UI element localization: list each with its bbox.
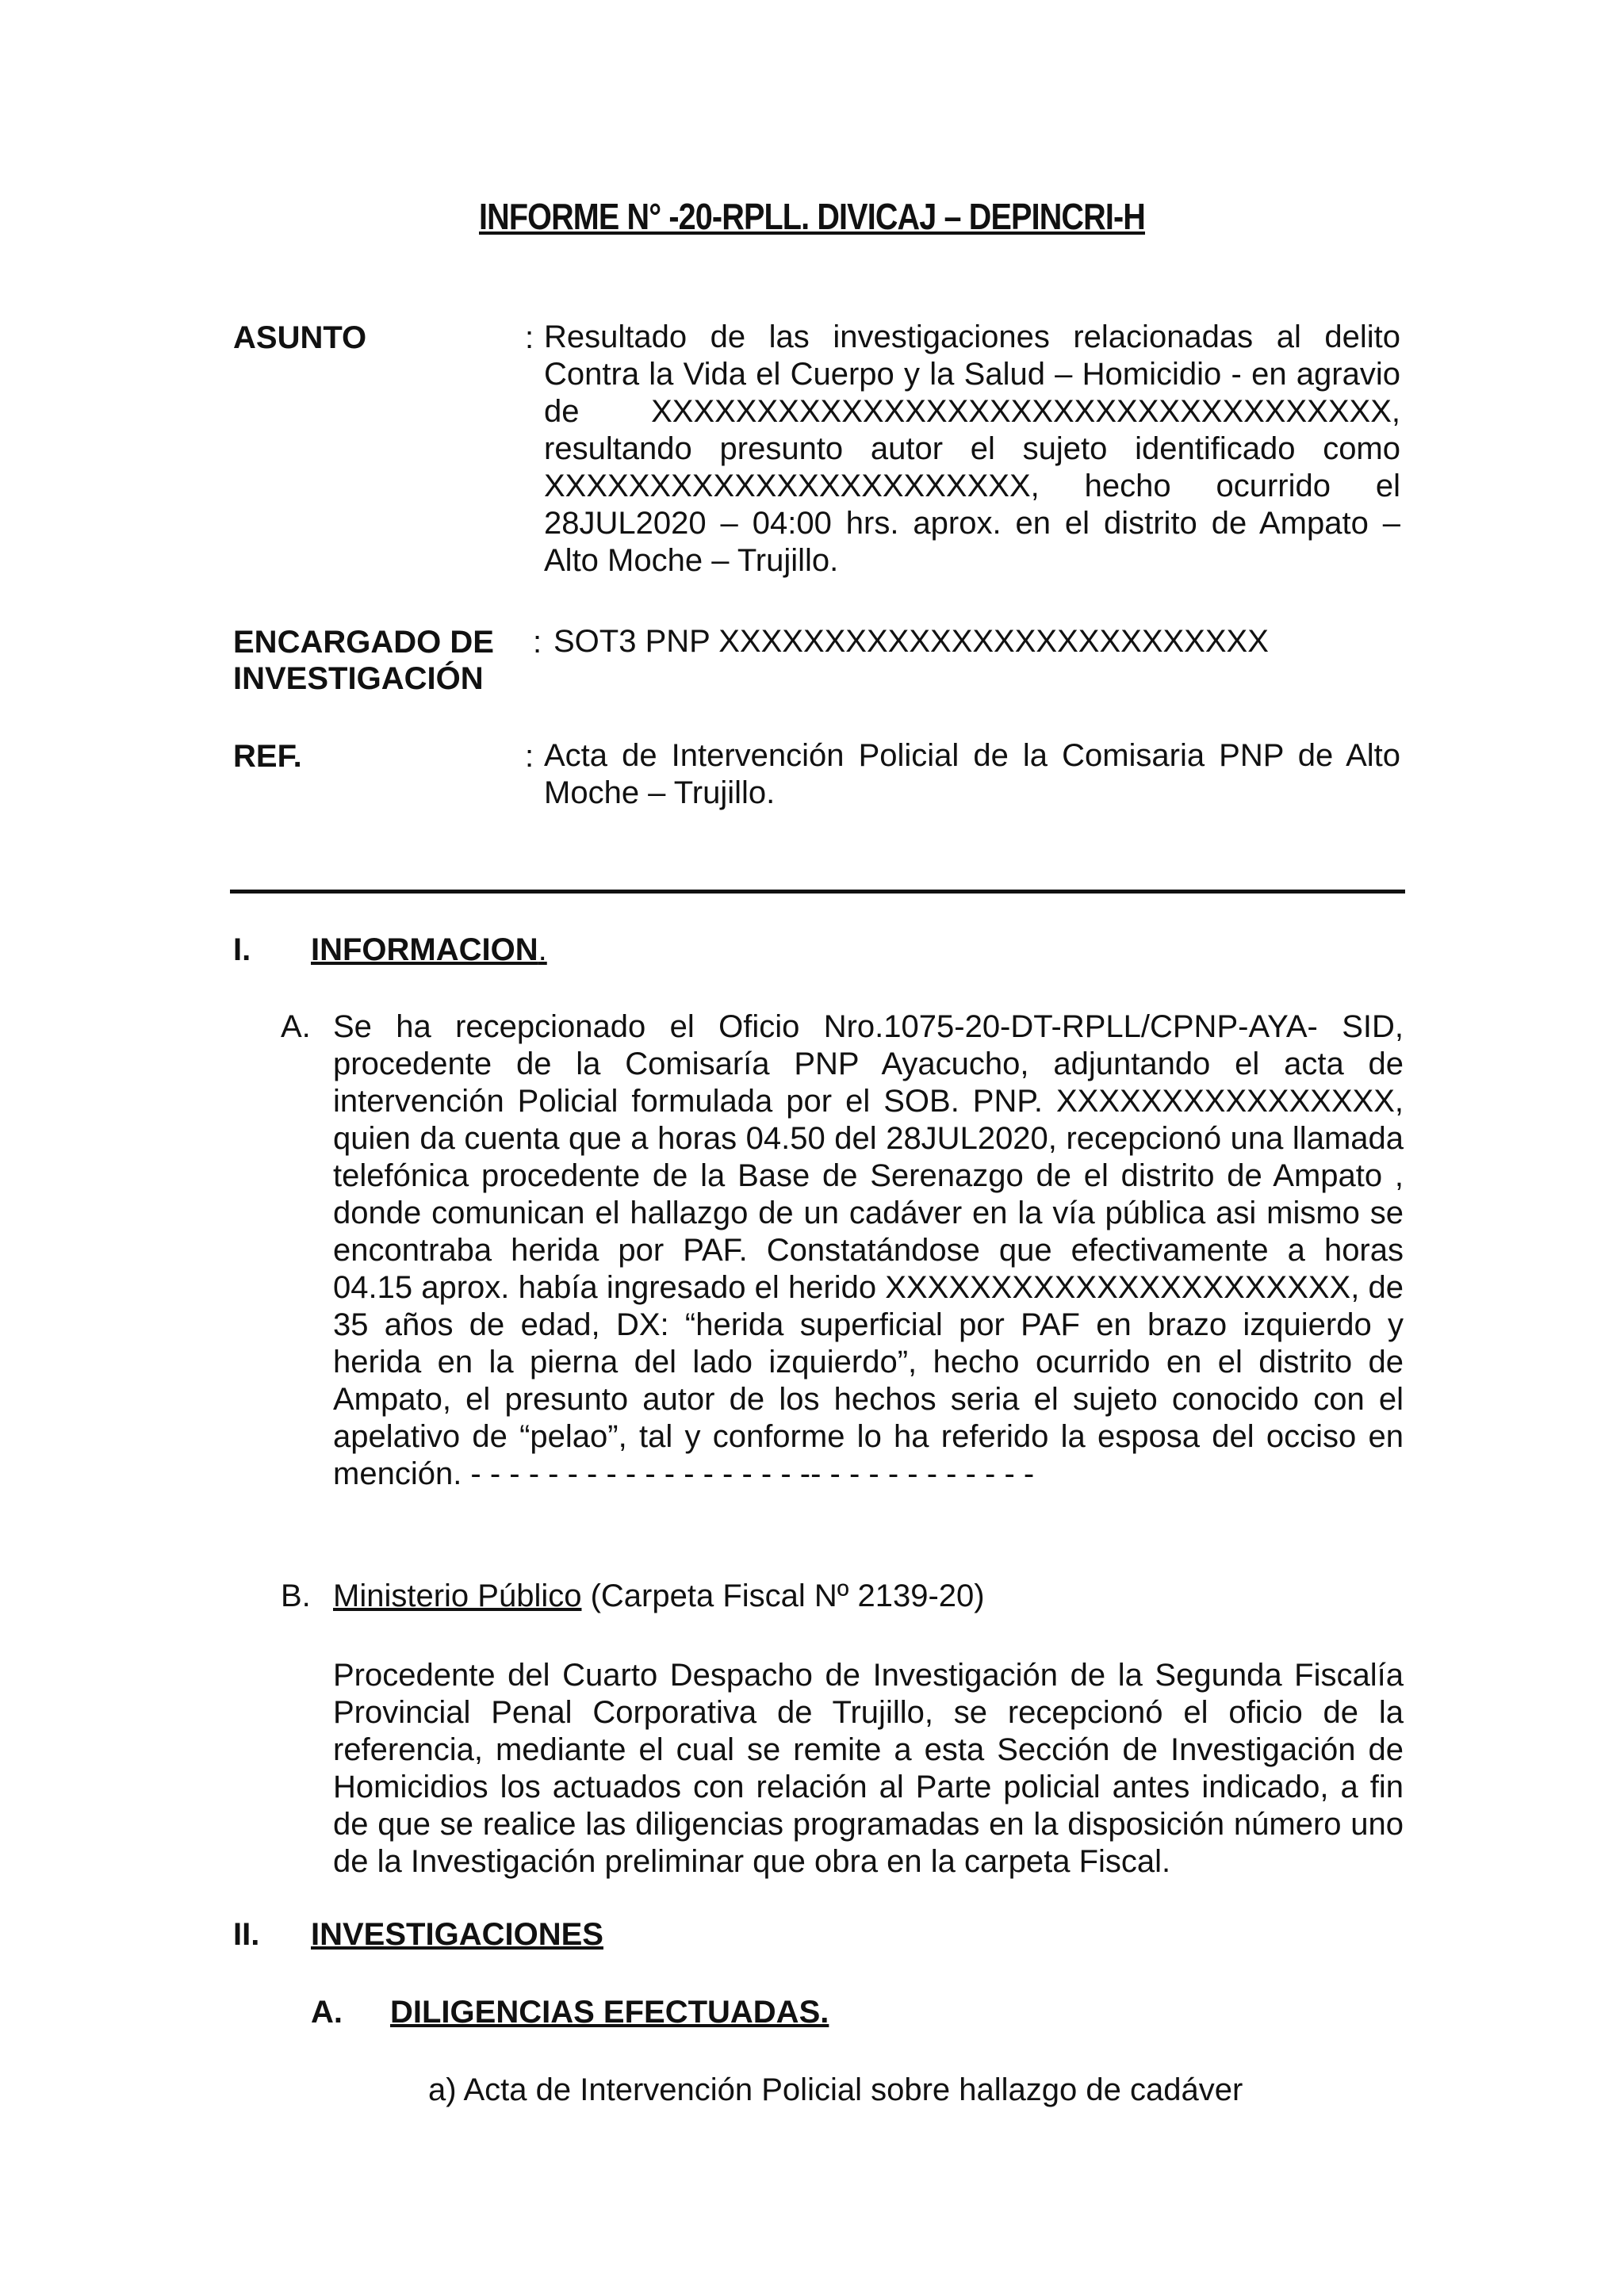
section1-item-a-text: Se ha recepcionado el Oficio Nro.1075-20-DT-RPLL/CPNP-AYA- SID, procedente de la Comisaría PNP Ayacucho, adjuntando el acta de intervención Policial formulada por el SOB. PNP. XXXXXXXXXXXXXXXX, quien da cuenta que a horas 04.50 del 28JUL2020, recepcionó una llamada telefónica procedente de la Base de Serenazgo de el distrito de Ampato , donde comunican el hallazgo de un cadáver en la vía pública asi mismo se encontraba herida por PAF. Constatándose que efectivamente a horas 04.15 aprox. había ingresado el herido XXXXXXXXXXXXXXXXXXXXXX, de 35 años de edad, DX: “herida superficial por PAF en brazo izquierdo y herida en la pierna del lado izquierdo”, hecho ocurrido en el distrito de Ampato, el presunto autor de los hechos seria el sujeto conocido con el apelativo de “pelao”, tal y conforme lo ha referido la esposa del occiso en mención. - - - - - - - - - - - - - - - - - -- - - - - - - - - - - -: [333, 1009, 1404, 1491]
section2-number: II.: [233, 1917, 260, 1952]
section2-item-a: a) Acta de Intervención Policial sobre hallazgo de cadáver: [428, 2072, 1243, 2107]
section1-item-a-letter: A.: [281, 1009, 311, 1044]
section2-sub-a-letter: A.: [311, 1995, 343, 2030]
section1-number: I.: [233, 932, 251, 967]
section1-item-b-text: Procedente del Cuarto Despacho de Investigación de la Segunda Fiscalía Provincial Penal Corporativa de Trujillo, se recepcionó el oficio de la referencia, mediante el cual se remite a esta Sección de Investigación de Homicidios los actuados con relación al Parte policial antes indicado, a fin de que se realice las diligencias programadas en la disposición número uno de la Investigación preliminar que obra en la carpeta Fiscal.: [333, 1658, 1404, 1879]
ref-label: REF.: [233, 739, 302, 774]
section1-item-b-letter: B.: [281, 1578, 311, 1613]
section2-title: INVESTIGACIONES: [311, 1917, 603, 1952]
asunto-label: ASUNTO: [233, 320, 367, 355]
ref-text: Acta de Intervención Policial de la Comisaria PNP de Alto Moche – Trujillo.: [544, 738, 1400, 810]
section1-title: [311, 932, 547, 968]
asunto-colon: :: [525, 320, 534, 355]
ministerio-publico-heading: Ministerio Público: [333, 1578, 582, 1613]
asunto-text: Resultado de las investigaciones relacionadas al delito Contra la Vida el Cuerpo y la Salud – Homicidio - en agravio de XXXXXXXXXXXXXXXXXXXXXXXXXXXXXXXXXXX, resultando presunto autor el sujeto identificado como XXXXXXXXXXXXXXXXXXXXXXX, hecho ocurrido el 28JUL2020 – 04:00 hrs. aprox. en el distrito de Ampato – Alto Moche – Trujillo.: [544, 320, 1400, 578]
section1-title-text: INFORMACION: [311, 932, 538, 967]
encargado-label-line2: INVESTIGACIÓN: [233, 661, 484, 696]
encargado-text: SOT3 PNP XXXXXXXXXXXXXXXXXXXXXXXXXX: [553, 624, 1269, 659]
section1-title-suffix: .: [538, 932, 547, 967]
ref-colon: :: [525, 739, 534, 774]
carpeta-fiscal-text: (Carpeta Fiscal Nº 2139-20): [581, 1578, 985, 1613]
document-title: INFORME N° -20-RPLL. DIVICAJ – DEPINCRI-H: [479, 196, 1145, 237]
section1-item-b-heading: [333, 1578, 1404, 1615]
encargado-colon: :: [533, 625, 542, 660]
encargado-label-line1: ENCARGADO DE: [233, 625, 494, 660]
section2-sub-a-title: DILIGENCIAS EFECTUADAS.: [390, 1995, 829, 2030]
separator-rule: [230, 890, 1405, 894]
